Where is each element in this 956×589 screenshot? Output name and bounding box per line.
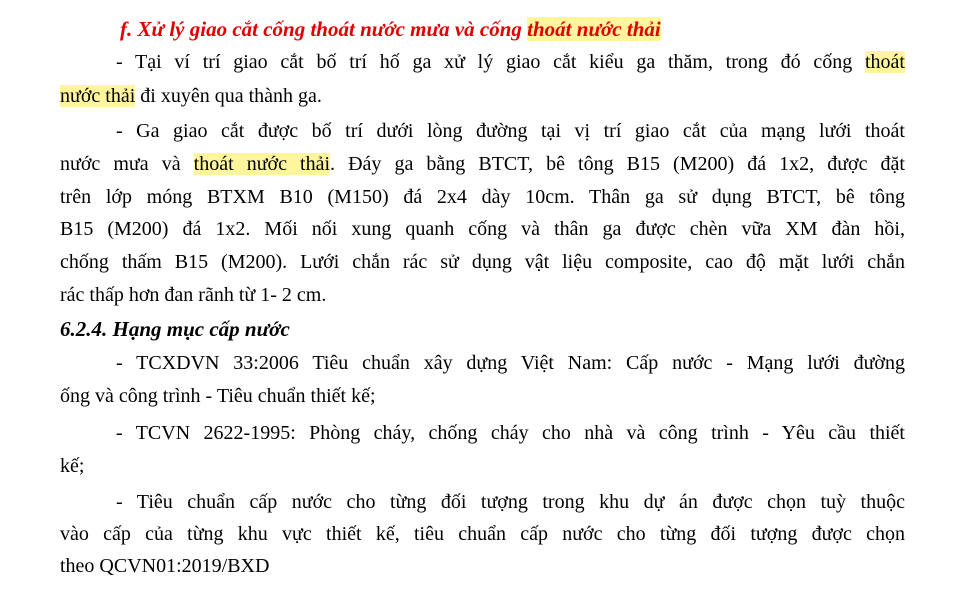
para4-line2: kế; (60, 455, 85, 477)
para1-text-cont: đi xuyên qua thành ga. (135, 85, 322, 107)
para4-line1: - TCVN 2622-1995: Phòng cháy, chống cháy cho nhà và công trình - Yêu cầu thiết (116, 422, 905, 444)
para1-text: - Tại ví trí giao cắt bố trí hố ga xử lý giao cắt kiểu ga thăm, trong đó cống (116, 51, 865, 73)
para2-line4: B15 (M200) đá 1x2. Mối nối xung quanh cống và thân ga được chèn vữa XM đàn hồi, (60, 218, 905, 240)
para2-text-post: . Đáy ga bằng BTCT, bê tông B15 (M200) đá 1x2, được đặt (330, 153, 905, 175)
para2-line5: chống thấm B15 (M200). Lưới chắn rác sử dụng vật liệu composite, cao độ mặt lưới chắn (60, 251, 905, 273)
para1-line2 (60, 84, 905, 108)
para1-line1 (116, 50, 905, 74)
section-624-heading: 6.2.4. Hạng mục cấp nước (60, 317, 290, 341)
para5-line1: - Tiêu chuẩn cấp nước cho từng đối tượng trong khu dự án được chọn tuỳ thuộc (116, 491, 905, 513)
para1-highlight-cont: nước thải (60, 85, 136, 107)
para1-highlight: thoát (865, 51, 905, 73)
section-f-title-highlight: thoát nước thải (527, 17, 661, 41)
para3-line1: - TCXDVN 33:2006 Tiêu chuẩn xây dựng Việt Nam: Cấp nước - Mạng lưới đường (116, 352, 905, 374)
para2-line2 (60, 152, 905, 176)
para2-line6: rác thấp hơn đan rãnh từ 1- 2 cm. (60, 284, 327, 306)
para5-line3: theo QCVN01:2019/BXD (60, 555, 270, 577)
para5-line2: vào cấp của từng khu vực thiết kế, tiêu chuẩn cấp nước cho từng đối tượng được chọn (60, 523, 905, 545)
section-f-title: f. Xử lý giao cắt cống thoát nước mưa và cống (120, 17, 528, 41)
para3-line2: ống và công trình - Tiêu chuẩn thiết kế; (60, 385, 376, 407)
para2-line3: trên lớp móng BTXM B10 (M150) đá 2x4 dày 10cm. Thân ga sử dụng BTCT, bê tông (60, 186, 905, 208)
para2-highlight: thoát nước thải (193, 153, 331, 175)
section-f-heading (120, 17, 661, 41)
para2-text-pre: nước mưa và (60, 153, 194, 175)
para2-line1: - Ga giao cắt được bố trí dưới lòng đường tại vị trí giao cắt của mạng lưới thoát (116, 120, 905, 142)
